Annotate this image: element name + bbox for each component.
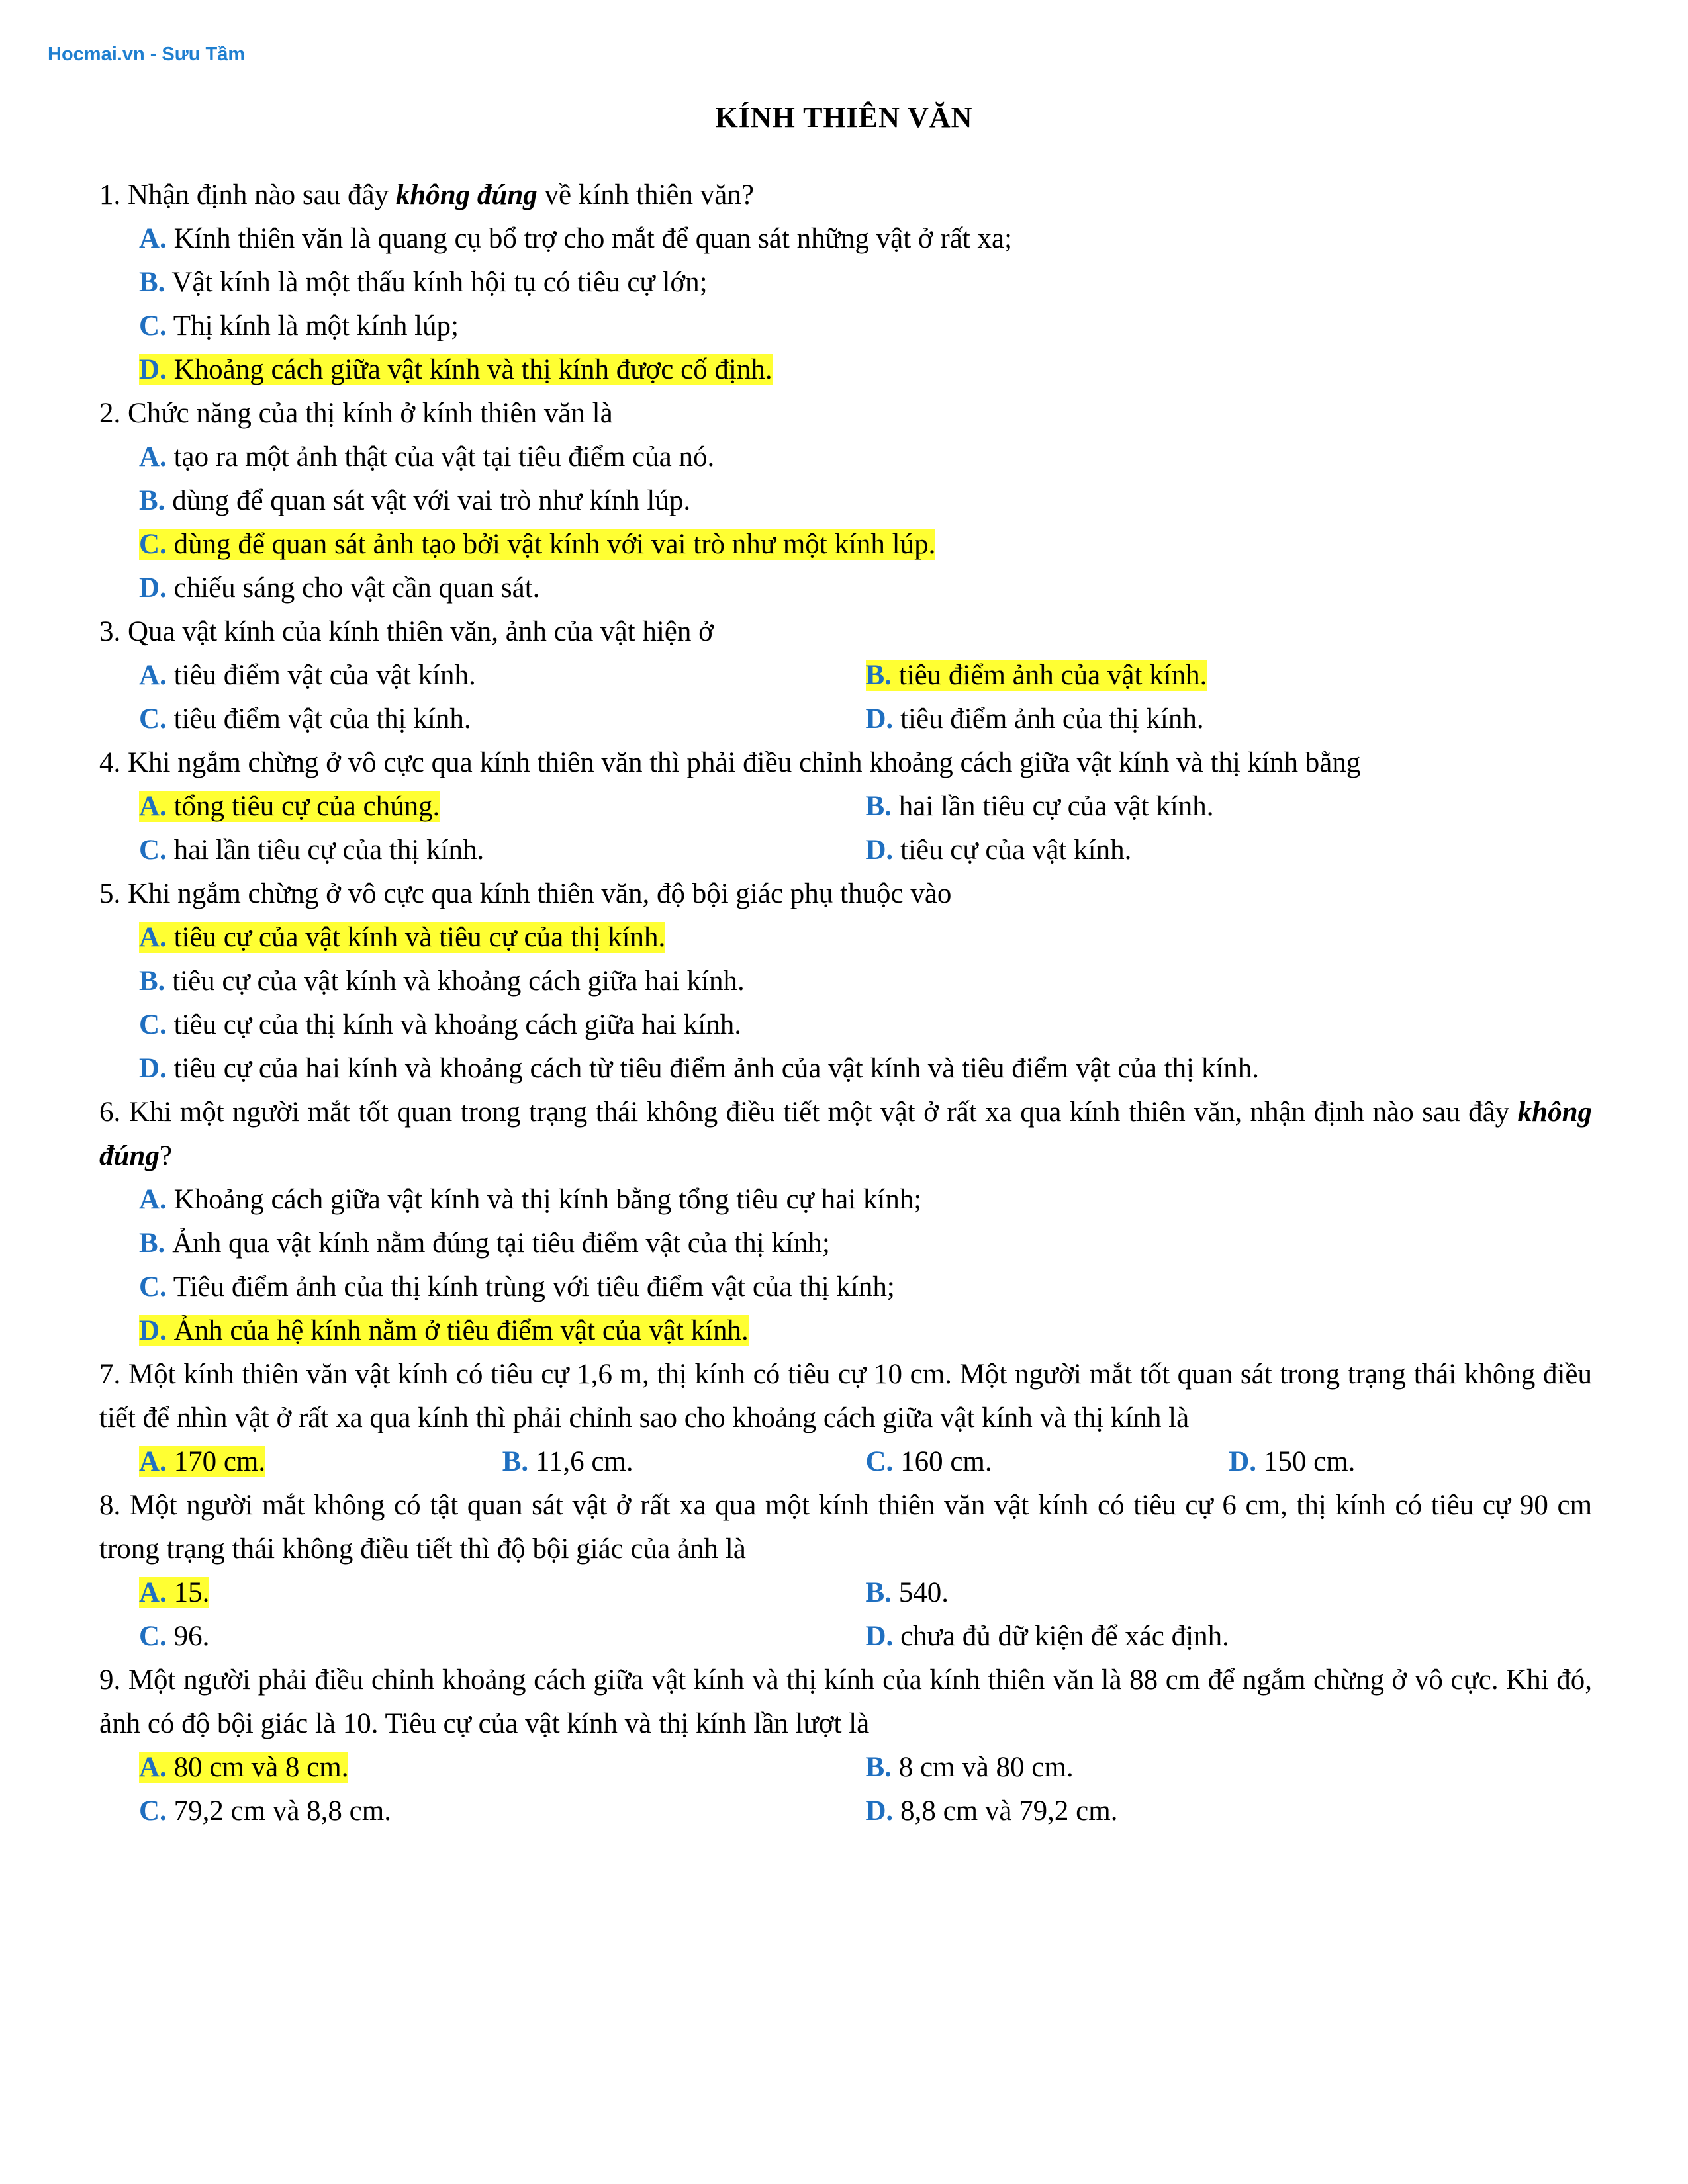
answer-option: [139, 960, 1592, 1003]
answer-option-body: [866, 1446, 992, 1477]
question-stem: [99, 1353, 1592, 1440]
answer-option-body: [139, 223, 1012, 254]
option-text: tạo ra một ảnh thật của vật tại tiêu điểm của nó.: [173, 441, 715, 473]
option-row: [139, 1746, 1592, 1790]
answer-option: [139, 1003, 1592, 1047]
question-block: [99, 173, 1592, 392]
answer-option-body: [139, 1621, 209, 1652]
option-letter: C.: [865, 1446, 894, 1477]
answer-options: [99, 1178, 1592, 1353]
answer-option: [139, 217, 1592, 261]
answer-option: [866, 1746, 1593, 1790]
answer-option: [866, 698, 1593, 741]
option-text: tiêu cự của vật kính và tiêu cự của thị kính.: [173, 922, 666, 953]
option-letter: A.: [139, 1577, 167, 1608]
answer-option: [139, 1440, 502, 1484]
option-letter: B.: [139, 485, 165, 516]
question-stem: [99, 610, 1592, 654]
question-block: [99, 872, 1592, 1091]
answer-options: [99, 1440, 1592, 1484]
option-text: 160 cm.: [900, 1446, 992, 1477]
option-row: [139, 1615, 1592, 1659]
answer-option-body: [866, 1796, 1118, 1827]
option-text: tiêu điểm vật của thị kính.: [173, 704, 471, 735]
option-text: 79,2 cm và 8,8 cm.: [173, 1796, 391, 1827]
option-letter: A.: [139, 660, 167, 691]
question-text: Một người mắt không có tật quan sát vật ở rất xa qua một kính thiên văn vật kính có tiêu cự 6 cm, thị kính có tiêu cự 90 cm trong trạng thái không điều tiết thì độ bội giác của ảnh là: [99, 1490, 1593, 1565]
answer-option: [866, 1571, 1593, 1615]
option-text: Ảnh qua vật kính nằm đúng tại tiêu điểm vật của thị kính;: [172, 1228, 830, 1259]
option-letter: A.: [139, 441, 167, 473]
answer-option: [866, 1790, 1593, 1833]
question-text: Khi ngắm chừng ở vô cực qua kính thiên văn thì phải điều chỉnh khoảng cách giữa vật kính và thị kính bằng: [128, 747, 1361, 778]
answer-option: [139, 654, 866, 698]
option-text: tiêu điểm ảnh của vật kính.: [898, 660, 1207, 691]
answer-option: [866, 829, 1593, 872]
answer-option: [139, 348, 1592, 392]
option-text: 15.: [173, 1577, 210, 1608]
question-text-end: ?: [159, 1140, 172, 1171]
option-text: hai lần tiêu cự của thị kính.: [173, 835, 485, 866]
option-letter: B.: [865, 1577, 892, 1608]
question-block: [99, 1091, 1592, 1353]
answer-option: [139, 567, 1592, 610]
answer-option: [866, 1440, 1229, 1484]
question-stem: [99, 392, 1592, 435]
question-emphasis: không đúng: [99, 1097, 1593, 1171]
option-text: tiêu cự của vật kính và khoảng cách giữa hai kính.: [172, 966, 745, 997]
option-letter: D.: [1229, 1446, 1257, 1477]
question-emphasis: không đúng: [395, 179, 538, 210]
question-stem: [99, 173, 1592, 217]
question-text: Khi một người mắt tốt quan trong trạng thái không điều tiết một vật ở rất xa qua kính thiên văn, nhận định nào sau đây: [128, 1097, 1518, 1128]
source-watermark: Hocmai.vn - Sưu Tầm: [48, 44, 246, 65]
option-row: [139, 1440, 1592, 1484]
question-number: 5.: [99, 878, 121, 909]
correct-answer-highlight: [139, 791, 440, 822]
option-text: tiêu cự của vật kính.: [900, 835, 1132, 866]
answer-options: [99, 916, 1592, 1091]
question-block: [99, 1353, 1592, 1484]
answer-option-body: [139, 660, 476, 691]
question-number: 2.: [99, 398, 121, 429]
question-number: 4.: [99, 747, 121, 778]
option-letter: D.: [865, 835, 894, 866]
option-letter: B.: [139, 966, 165, 997]
answer-options: [99, 654, 1592, 741]
correct-answer-highlight: [139, 354, 773, 385]
question-number: 7.: [99, 1359, 121, 1390]
answer-option: [139, 435, 1592, 479]
answer-option: [139, 829, 866, 872]
option-row: [139, 829, 1592, 872]
question-text: Chức năng của thị kính ở kính thiên văn là: [128, 398, 613, 429]
answer-option-body: [139, 1053, 1259, 1084]
question-stem: [99, 872, 1592, 916]
option-letter: D.: [139, 1053, 167, 1084]
answer-option-body: [139, 441, 714, 473]
option-letter: C.: [139, 835, 167, 866]
correct-answer-highlight: [139, 1315, 749, 1346]
answer-option-body: [866, 704, 1204, 735]
answer-option-body: [139, 704, 471, 735]
correct-answer-highlight: [139, 1577, 209, 1608]
answer-option: [866, 654, 1593, 698]
answer-option: [139, 523, 1592, 567]
option-letter: B.: [139, 267, 165, 298]
answer-option-body: [1229, 1446, 1355, 1477]
answer-option: [866, 1615, 1593, 1659]
question-text: Khi ngắm chừng ở vô cực qua kính thiên văn, độ bội giác phụ thuộc vào: [128, 878, 952, 909]
correct-answer-highlight: [139, 529, 935, 560]
answer-option-body: [139, 1009, 741, 1040]
option-letter: D.: [139, 572, 167, 604]
question-number: 9.: [99, 1664, 121, 1696]
option-text: tổng tiêu cự của chúng.: [173, 791, 440, 822]
answer-option-body: [139, 835, 484, 866]
option-text: 540.: [898, 1577, 949, 1608]
answer-options: [99, 217, 1592, 392]
answer-option: [139, 785, 866, 829]
question-stem: [99, 1659, 1592, 1746]
option-text: tiêu cự của thị kính và khoảng cách giữa hai kính.: [173, 1009, 741, 1040]
option-text: 8 cm và 80 cm.: [898, 1752, 1074, 1783]
question-stem: [99, 741, 1592, 785]
correct-answer-highlight: [139, 922, 665, 953]
option-text: tiêu điểm ảnh của thị kính.: [900, 704, 1204, 735]
option-row: [139, 785, 1592, 829]
question-number: 6.: [99, 1097, 121, 1128]
question-stem: [99, 1484, 1592, 1571]
option-text: dùng để quan sát ảnh tạo bởi vật kính với vai trò như một kính lúp.: [173, 529, 936, 560]
answer-options: [99, 435, 1592, 610]
option-text: chưa đủ dữ kiện để xác định.: [900, 1621, 1229, 1652]
answer-option: [139, 1222, 1592, 1265]
question-block: [99, 741, 1592, 872]
question-block: [99, 610, 1592, 741]
option-text: Kính thiên văn là quang cụ bổ trợ cho mắt để quan sát những vật ở rất xa;: [173, 223, 1013, 254]
question-block: [99, 1659, 1592, 1833]
answer-option-body: [866, 791, 1214, 822]
option-letter: C.: [139, 310, 167, 341]
answer-option-body: [139, 310, 459, 341]
answer-option: [139, 916, 1592, 960]
option-text: 11,6 cm.: [535, 1446, 633, 1477]
option-letter: C.: [139, 704, 167, 735]
answer-option: [139, 1178, 1592, 1222]
option-text: 150 cm.: [1263, 1446, 1356, 1477]
option-letter: C.: [139, 1009, 167, 1040]
answer-option: [866, 785, 1593, 829]
answer-option-body: [866, 1752, 1074, 1783]
answer-option: [502, 1440, 866, 1484]
option-letter: A.: [139, 922, 167, 953]
correct-answer-highlight: [139, 1752, 348, 1783]
answer-option: [139, 1746, 866, 1790]
answer-options: [99, 1571, 1592, 1659]
question-text: Qua vật kính của kính thiên văn, ảnh của vật hiện ở: [128, 616, 714, 647]
option-text: 80 cm và 8 cm.: [173, 1752, 349, 1783]
answer-option-body: [866, 1621, 1229, 1652]
option-letter: D.: [865, 1621, 894, 1652]
question-text: Một kính thiên văn vật kính có tiêu cự 1,6 m, thị kính có tiêu cự 10 cm. Một người mắt tốt quan sát trong trạng thái không điều tiết để nhìn vật ở rất xa qua kính thì phải chỉnh sao cho khoảng cách giữa vật kính và thị kính là: [99, 1359, 1592, 1433]
answer-option: [139, 1265, 1592, 1309]
option-row: [139, 1790, 1592, 1833]
answer-option-body: [139, 1184, 921, 1215]
answer-option: [1229, 1440, 1592, 1484]
answer-option-body: [139, 1796, 391, 1827]
option-text: chiếu sáng cho vật cần quan sát.: [173, 572, 540, 604]
option-letter: A.: [139, 1752, 167, 1783]
answer-option: [139, 479, 1592, 523]
question-text-end: về kính thiên văn?: [537, 179, 754, 210]
option-text: Khoảng cách giữa vật kính và thị kính được cố định.: [173, 354, 773, 385]
option-text: Khoảng cách giữa vật kính và thị kính bằng tổng tiêu cự hai kính;: [173, 1184, 922, 1215]
answer-option-body: [139, 485, 690, 516]
option-text: tiêu điểm vật của vật kính.: [173, 660, 476, 691]
question-number: 1.: [99, 179, 121, 210]
answer-option: [139, 698, 866, 741]
option-letter: D.: [865, 1796, 894, 1827]
option-letter: D.: [865, 704, 894, 735]
question-block: [99, 1484, 1592, 1659]
option-letter: B.: [139, 1228, 165, 1259]
option-text: Tiêu điểm ảnh của thị kính trùng với tiêu điểm vật của thị kính;: [173, 1271, 895, 1302]
option-text: dùng để quan sát vật với vai trò như kính lúp.: [172, 485, 691, 516]
option-letter: C.: [139, 529, 167, 560]
option-text: 8,8 cm và 79,2 cm.: [900, 1796, 1118, 1827]
question-number: 3.: [99, 616, 121, 647]
answer-option-body: [139, 267, 708, 298]
answer-option-body: [139, 1271, 895, 1302]
page-title: KÍNH THIÊN VĂN: [715, 101, 973, 134]
question-block: [99, 392, 1592, 610]
question-text: Nhận định nào sau đây: [128, 179, 396, 210]
option-text: Vật kính là một thấu kính hội tụ có tiêu cự lớn;: [171, 267, 708, 298]
option-text: Thị kính là một kính lúp;: [173, 310, 459, 341]
answer-option-body: [139, 572, 539, 604]
option-row: [139, 654, 1592, 698]
option-letter: D.: [139, 1315, 167, 1346]
option-letter: A.: [139, 1184, 167, 1215]
question-number: 8.: [99, 1490, 121, 1521]
option-text: hai lần tiêu cự của vật kính.: [898, 791, 1214, 822]
option-letter: B.: [502, 1446, 529, 1477]
option-text: 170 cm.: [173, 1446, 266, 1477]
answer-options: [99, 1746, 1592, 1833]
answer-option-body: [866, 1577, 949, 1608]
option-text: 96.: [173, 1621, 210, 1652]
answer-option: [139, 1615, 866, 1659]
correct-answer-highlight: [866, 660, 1207, 691]
answer-options: [99, 785, 1592, 872]
answer-option: [139, 261, 1592, 304]
question-stem: [99, 1091, 1592, 1178]
option-letter: C.: [139, 1271, 167, 1302]
answer-option: [139, 1571, 866, 1615]
option-row: [139, 1571, 1592, 1615]
option-letter: A.: [139, 223, 167, 254]
option-letter: D.: [139, 354, 167, 385]
option-letter: A.: [139, 1446, 167, 1477]
answer-option: [139, 1790, 866, 1833]
option-letter: C.: [139, 1796, 167, 1827]
option-text: Ảnh của hệ kính nằm ở tiêu điểm vật của vật kính.: [173, 1315, 749, 1346]
answer-option-body: [139, 1228, 830, 1259]
answer-option-body: [139, 966, 745, 997]
option-letter: B.: [865, 1752, 892, 1783]
answer-option: [139, 304, 1592, 348]
answer-option: [139, 1309, 1592, 1353]
question-text: Một người phải điều chỉnh khoảng cách giữa vật kính và thị kính của kính thiên văn là 88 cm để ngắm chừng ở vô cực. Khi đó, ảnh có độ bội giác là 10. Tiêu cự của vật kính và thị kính lần lượt là: [99, 1664, 1593, 1739]
answer-option-body: [866, 835, 1132, 866]
option-letter: B.: [865, 791, 892, 822]
option-text: tiêu cự của hai kính và khoảng cách từ tiêu điểm ảnh của vật kính và tiêu điểm vật của thị kính.: [173, 1053, 1260, 1084]
answer-option-body: [502, 1446, 633, 1477]
option-row: [139, 698, 1592, 741]
question-list: [99, 173, 1592, 1833]
option-letter: A.: [139, 791, 167, 822]
correct-answer-highlight: [139, 1446, 265, 1477]
option-letter: B.: [865, 660, 892, 691]
option-letter: C.: [139, 1621, 167, 1652]
answer-option: [139, 1047, 1592, 1091]
